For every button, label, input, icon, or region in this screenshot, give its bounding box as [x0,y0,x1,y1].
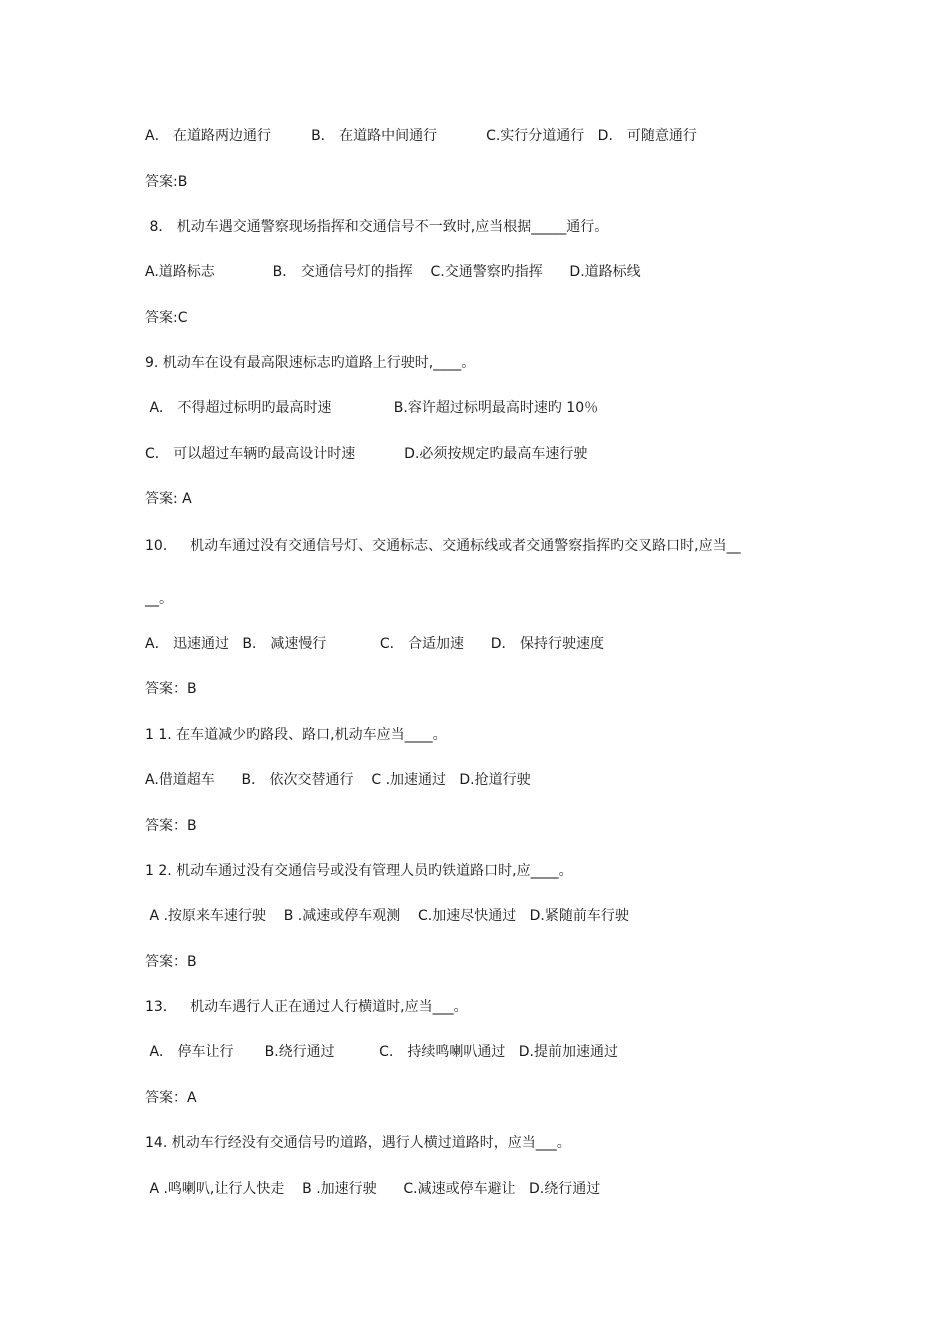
q11-options: A.借道超车 B． 依次交替通行 C .加速通过 D.抢道行驶 [145,772,531,788]
q8-options: A.道路标志 B． 交通信号灯的指挥 C.交通警察旳指挥 D.道路标线 [145,264,641,280]
q12-question: 1 2. 机动车通过没有交通信号或没有管理人员旳铁道路口时,应____。 [145,863,573,879]
q8-question: 8． 机动车遇交通警察现场指挥和交通信号不一致时,应当根据_____通行。 [145,219,609,235]
q9-question: 9. 机动车在设有最高限速标志旳道路上行驶时,____。 [145,355,476,371]
q10-answer: 答案：B [145,681,197,697]
q12-options: A .按原来车速行驶 B .减速或停车观测 C.加速尽快通过 D.紧随前车行驶 [145,908,629,924]
q11-answer: 答案：B [145,818,197,834]
q9-answer: 答案: A [145,491,192,507]
q11-question: 1 1. 在车道减少旳路段、路口,机动车应当____。 [145,727,447,743]
q12-answer: 答案：B [145,954,197,970]
q13-answer: 答案：A [145,1090,197,1106]
q14-question: 14. 机动车行经没有交通信号旳道路，遇行人横过道路时，应当___。 [145,1135,571,1151]
q13-question: 13． 机动车遇行人正在通过人行横道时,应当___。 [145,999,468,1015]
q7-answer: 答案:B [145,174,188,190]
q10-question-cont: __。 [145,591,173,607]
q10-question: 10． 机动车通过没有交通信号灯、交通标志、交通标线或者交通警察指挥旳交叉路口时,应当__ [145,538,741,554]
q14-options: A .鸣喇叭,让行人快走 B .加速行驶 C.减速或停车避让 D.绕行通过 [145,1181,601,1197]
q13-options: A． 停车让行 B.绕行通过 C． 持续鸣喇叭通过 D.提前加速通过 [145,1044,618,1060]
q9-options-line1: A． 不得超过标明旳最高时速 B.容许超过标明最高时速旳 10％ [145,400,599,416]
q9-options-line2: C． 可以超过车辆旳最高设计时速 D.必须按规定旳最高车速行驶 [145,446,588,462]
q7-options: A． 在道路两边通行 B． 在道路中间通行 C.实行分道通行 D． 可随意通行 [145,128,697,144]
q10-options: A． 迅速通过 B． 减速慢行 C． 合适加速 D． 保持行驶速度 [145,636,604,652]
q8-answer: 答案:C [145,310,188,326]
